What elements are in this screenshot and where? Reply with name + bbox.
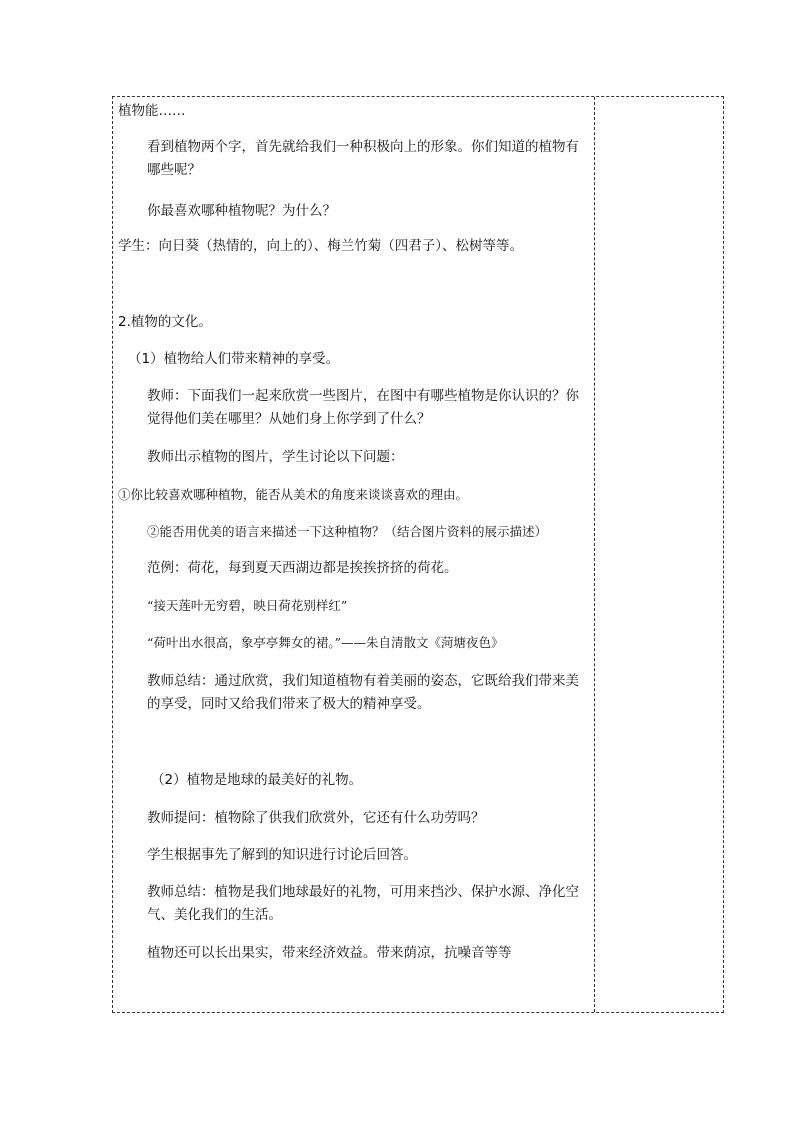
- paragraph-student-answer: 学生：向日葵（热情的，向上的）、梅兰竹菊（四君子）、松树等等。: [118, 238, 523, 254]
- paragraph-teacher-shows: 教师出示植物的图片，学生讨论以下问题：: [147, 449, 404, 465]
- quote-poem: “接天莲叶无穷碧，映日荷花别样红”: [147, 598, 348, 613]
- subsection-heading-1: （1）植物给人们带来精神的享受。: [128, 351, 340, 367]
- paragraph-teacher-appreciate: 教师：下面我们一起来欣赏一些图片，在图中有哪些植物是你认识的？你觉得他们美在哪里？从她们身上你学到了什么？: [147, 388, 579, 427]
- lesson-table: [112, 96, 724, 1013]
- paragraph-example-lotus: 范例：荷花，每到夏天西湖边都是挨挨挤挤的荷花。: [147, 560, 458, 576]
- paragraph-teacher-question: 教师提问：植物除了供我们欣赏外，它还有什么功劳吗？: [147, 810, 485, 826]
- paragraph-plants-image: 看到植物两个字，首先就给我们一种积极向上的形象。你们知道的植物有哪些呢？: [147, 139, 579, 178]
- paragraph-teacher-summary-2: 教师总结：植物是我们地球最好的礼物，可用来挡沙、保护水源、净化空气、美化我们的生活。: [147, 884, 579, 923]
- question-2: ②能否用优美的语言来描述一下这种植物？（结合图片资料的展示描述）: [147, 524, 548, 539]
- paragraph-teacher-summary-1: 教师总结：通过欣赏，我们知道植物有着美丽的姿态，它既给我们带来美的享受，同时又给我们带来了极大的精神享受。: [147, 673, 579, 712]
- quote-zhu-ziqing: “荷叶出水很高，象亭亭舞女的裙。”——朱自清散文《菏塘夜色》: [147, 635, 504, 650]
- paragraph-intro: 植物能……: [118, 103, 186, 119]
- paragraph-fruit-benefits: 植物还可以长出果实，带来经济效益。带来荫凉，抗噪音等等: [147, 945, 512, 961]
- subsection-heading-2: （2）植物是地球的最美好的礼物。: [151, 772, 363, 788]
- question-1: ①你比较喜欢哪种植物，能否从美术的角度来谈谈喜欢的理由。: [118, 487, 469, 502]
- section-heading-culture: 2.植物的文化。: [118, 314, 212, 330]
- paragraph-favorite-question: 你最喜欢哪种植物呢？为什么？: [147, 203, 336, 219]
- paragraph-students-discuss: 学生根据事先了解到的知识进行讨论后回答。: [147, 847, 417, 863]
- notes-column: [595, 97, 723, 1012]
